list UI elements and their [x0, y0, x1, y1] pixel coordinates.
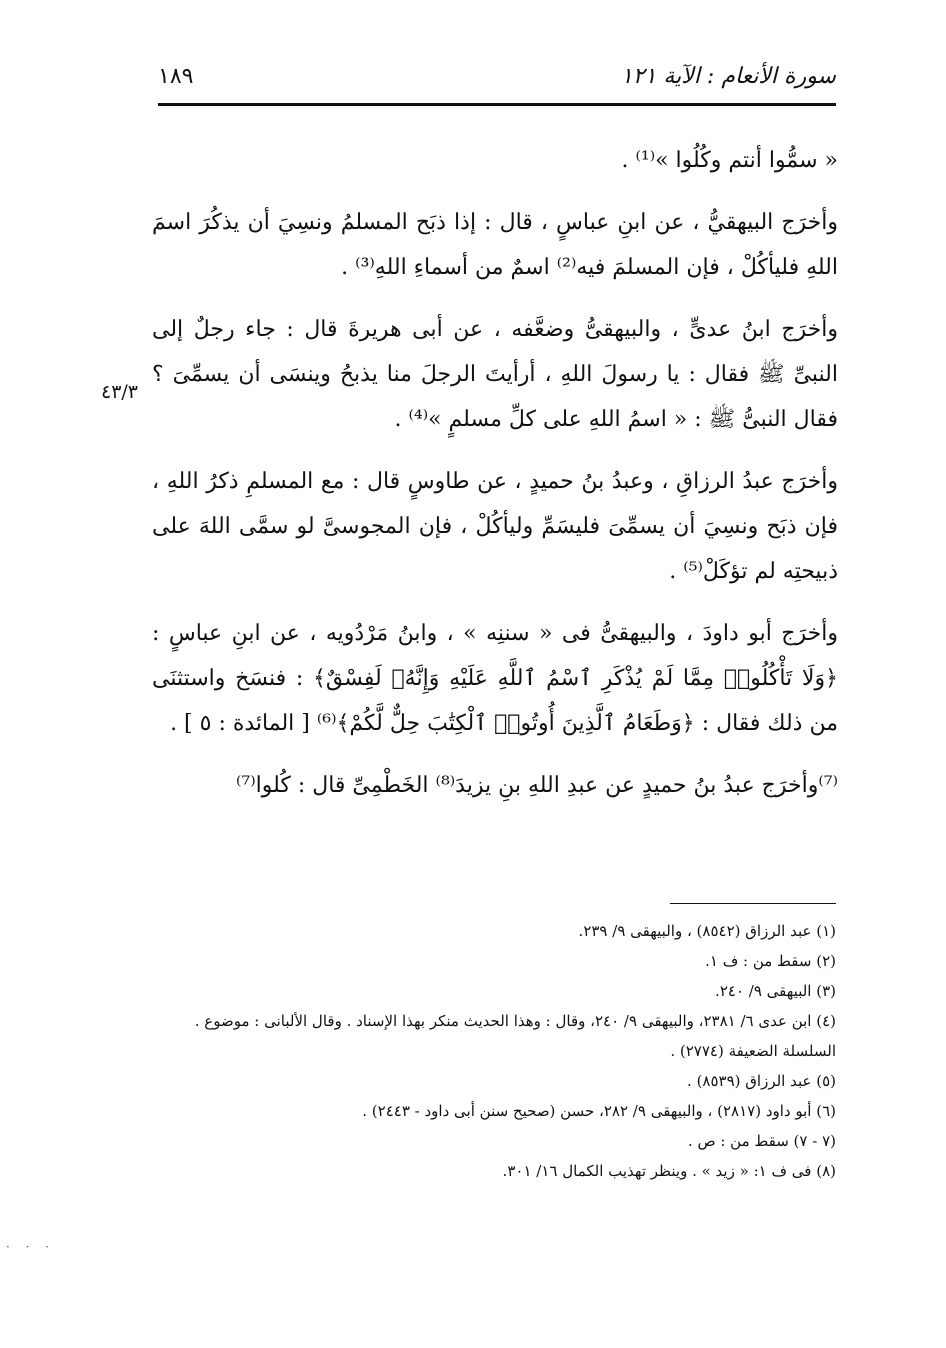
running-title: سورة الأنعام : الآية ١٢١: [620, 64, 836, 89]
paragraph: ⁽⁷⁾وأخرَج عبدُ بنُ حميدٍ عن عبدِ اللهِ بنِ يزيدَ⁽⁸⁾ الخَطْمِىِّ قال : كُلوا⁽⁷⁾: [235, 773, 838, 798]
footnote: (٧ - ٧) سقط من : ص .: [687, 1132, 836, 1150]
paragraph: وأخرَج البيهقيُّ ، عن ابنِ عباسٍ ، قال : إذا ذبَح المسلمُ ونسِيَ أن يذكُرَ اسمَ اللهِ فليأكُلْ ، فإن المسلمَ فيه⁽²⁾ اسمٌ من أسماءِ اللهِ⁽³⁾ .: [152, 210, 838, 280]
page-header: [158, 58, 836, 98]
footnote: (٥) عبد الرزاق (٨٥٣٩) .: [687, 1072, 836, 1090]
footnote-divider: [670, 903, 836, 904]
paragraph: وأخرَج ابنُ عدىٍّ ، والبيهقىُّ وضعَّفه ، عن أبى هريرةَ قال : جاء رجلٌ إلى النبىِّ ﷺ فقال : يا رسولَ اللهِ ، أرأيتَ الرجلَ منا يذبحُ وينسَى أن يسمِّىَ ؟ فقال النبىُّ ﷺ : « اسمُ اللهِ على كلِّ مسلمٍ »⁽⁴⁾ .: [152, 317, 838, 432]
main-text: [152, 138, 838, 808]
footnote: (٢) سقط من : ف ١.: [705, 952, 836, 970]
footnote: (٦) أبو داود (٢٨١٧) ، والبيهقى ٩/ ٢٨٢، حسن (صحيح سنن أبى داود - ٢٤٤٣) .: [362, 1102, 836, 1120]
footnote: (١) عبد الرزاق (٨٥٤٢) ، والبيهقى ٩/ ٢٣٩.: [578, 922, 836, 940]
footnote: (٨) فى ف ١: « زيد » . وينظر تهذيب الكمال ١٦/ ٣٠١.: [502, 1162, 836, 1180]
scan-speck-marks: · · ·: [6, 1240, 56, 1254]
footnotes: [150, 916, 836, 1186]
margin-reference: ٤٣/٣: [101, 381, 139, 403]
footnote: (٤) ابن عدى ٦/ ٢٣٨١، والبيهقى ٩/ ٢٤٠، وقال : وهذا الحديث منكر بهذا الإسناد . وقال الألبانى : موضوع . السلسلة الضعيفة (٢٧٧٤) .: [194, 1012, 836, 1060]
footnote: (٣) البيهقى ٩/ ٢٤٠.: [715, 982, 836, 1000]
header-divider: [158, 103, 836, 106]
paragraph: « سمُّوا أنتم وكُلُوا »⁽¹⁾ .: [621, 148, 838, 173]
page-number: ١٨٩: [158, 64, 194, 89]
paragraph: وأخرَج أبو داودَ ، والبيهقىُّ فى « سننِه » ، وابنُ مَرْدُويه ، عن ابنِ عباسٍ : ﴿وَلَا تَأْكُلُوا۟ مِمَّا لَمْ يُذْكَرِ ٱسْمُ ٱللَّهِ عَلَيْهِ وَإِنَّهُۥ لَفِسْقٌ﴾ : فنسَخ واستثنَى من ذلك فقال : ﴿وَطَعَامُ ٱلَّذِينَ أُوتُوا۟ ٱلْكِتَٰبَ حِلٌّ لَّكُمْ﴾⁽⁶⁾ [ المائدة : ٥ ] .: [152, 621, 838, 736]
paragraph: وأخرَج عبدُ الرزاقِ ، وعبدُ بنُ حميدٍ ، عن طاوسٍ قال : مع المسلمِ ذكرُ اللهِ ، فإن ذبَح ونسِيَ أن يسمِّىَ فليسَمِّ وليأكُلْ ، فإن المجوسىَّ لو سمَّى اللهَ على ذبيحتِه لم تؤكَلْ⁽⁵⁾ .: [152, 469, 838, 584]
